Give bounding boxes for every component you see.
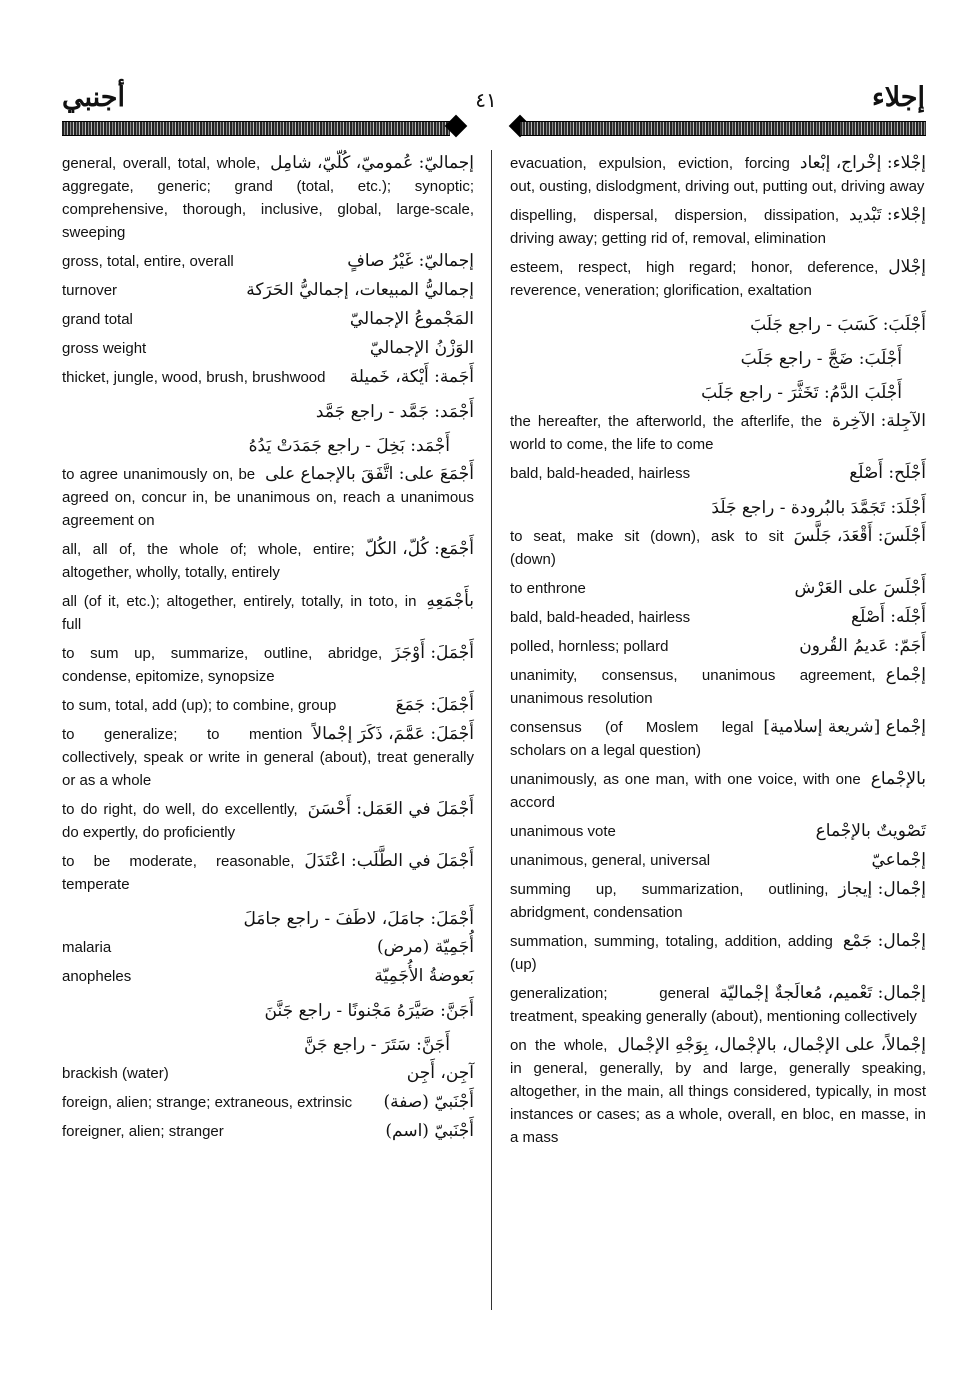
arabic-headword: أَجْمَع: كُلّ، الكُلّ [364,539,474,559]
english-definition: unanimous vote [510,823,616,840]
arabic-headword: بالإجْماع [870,769,926,789]
dictionary-entry [62,152,474,244]
english-definition: to be moderate, reasonable, temperate [62,853,295,893]
english-definition: to do right, do well, do excellently, do expertly, do proficiently [62,801,298,841]
english-definition: bald, bald-headed, hairless [510,465,691,482]
dictionary-entry [62,590,474,636]
dictionary-entry [510,606,926,629]
dictionary-entry [510,878,926,924]
arabic-headword: إجْماع [885,665,926,685]
dictionary-entry [62,965,474,988]
arabic-headword: إجْلال [888,257,926,277]
arabic-headword: إجماليُّ المبيعات، إجماليُّ الحَرَكة [246,280,474,300]
dictionary-entry [62,1120,474,1143]
english-definition: evacuation, expulsion, eviction, forcing out, ousting, dislodgment, driving out, putting out, driving away [510,155,925,195]
dictionary-entry [510,930,926,976]
dictionary-entry [62,463,474,532]
arabic-headword: أَجْمَلَ في الطَّلَب: اعْتَدَلَ [304,851,474,871]
arabic-headword: الوَزْنُ الإجماليّ [369,338,474,358]
english-definition: anopheles [62,968,132,985]
arabic-cross-reference: أَجْمَد: جَمَّد - راجع جَمَّد [315,402,474,422]
arabic-headword: بأَجْمَعِهِ [426,591,474,611]
english-definition: gross weight [62,340,147,357]
english-definition: turnover [62,282,118,299]
dictionary-entry [510,204,926,250]
right-column [510,152,926,1155]
arabic-headword: إجْلاء: إخْراج، إبْعاد [799,153,926,173]
arabic-cross-reference: أَجْمَلَ: جامَلَ، لاطَفَ - راجع جامَلَ [243,909,474,929]
arabic-headword: أَجْلَح: أَصْلَع [849,463,926,483]
dictionary-entry [510,635,926,658]
arabic-headword: المَجْموعُ الإجماليّ [349,309,474,329]
dictionary-entry [62,1062,474,1085]
dictionary-entry [510,768,926,814]
english-definition: dispelling, dispersal, dispersion, dissipation, driving away; getting rid of, removal, elimination [510,207,840,247]
dictionary-entry [510,152,926,198]
english-definition: thicket, jungle, wood, brush, brushwood [62,369,326,386]
english-definition: polled, hornless; pollard [510,638,669,655]
arabic-headword: أَجْمَلَ: جَمَعَ [395,695,474,715]
left-column [62,152,474,1149]
english-definition: unanimity, consensus, unanimous agreement, unanimous resolution [510,667,876,707]
english-definition: generalization; general treatment, speaking generally (about), mentioning collectively [510,985,917,1025]
dictionary-entry [510,664,926,710]
english-definition: to generalize; to mention collectively, speak or write in general (about), treat generally or as a whole [62,726,474,789]
english-definition: all (of it, etc.); altogether, entirely, totally, in toto, in full [62,593,417,633]
english-definition: malaria [62,939,112,956]
english-definition: general, overall, total, whole, aggregate, generic; grand (total, etc.); synoptic; comprehensive, thorough, inclusive, global, large-scale, sweeping [62,155,474,241]
arabic-headword: إجْمال: إيجاز [838,879,926,899]
arabic-headword: إجماليّ: عُموميّ، كُلّيّ، شامِل [270,153,474,173]
arabic-headword: إجْماعيّ [871,850,926,870]
arabic-headword: أَجْلَسَ على العَرْش [794,578,926,598]
english-definition: brackish (water) [62,1065,169,1082]
arabic-headword: أُجَمِيّة (مرض) [376,937,474,957]
english-definition: all, all of, the whole of; whole, entire; altogether, wholly, totally, entirely [62,541,355,581]
dictionary-entry [62,538,474,584]
english-definition: to seat, make sit (down), ask to sit (down) [510,528,784,568]
arabic-headword: إجْمال: جَمْع [842,931,926,951]
english-definition: foreigner, alien; stranger [62,1123,224,1140]
page-number: ٤١ [475,88,497,112]
arabic-headword: أَجْمَلَ: أَوْجَزَ [392,643,474,663]
dictionary-entry [62,366,474,389]
dictionary-entry [62,798,474,844]
dictionary-entry [510,982,926,1028]
arabic-headword: إجْماع [شريعة إسلامية] [763,717,926,737]
english-definition: grand total [62,311,133,328]
arabic-headword: تَصْويتٌ بالإجْماع [815,821,926,841]
arabic-headword: أَجْمَلَ: عَمَّمَ، ذَكَرَ إجْمالاً [312,724,474,744]
dictionary-entry [510,462,926,485]
dictionary-entry [62,337,474,360]
arabic-headword: آجِن، أَجِن [406,1063,474,1083]
dictionary-entry [510,577,926,600]
arabic-headword: أَجَمّ: عَديمُ القُرون [799,636,926,656]
dictionary-entry [62,936,474,959]
english-definition: the hereafter, the afterworld, the afterlife, the world to come, the life to come [510,413,822,453]
english-definition: summing up, summarization, outlining, abridgment, condensation [510,881,829,921]
header-ornament-left [62,121,450,136]
arabic-headword: أَجْلَسَ: أَقْعَدَ، جَلَّسَ [793,526,926,546]
english-definition: unanimous, general, universal [510,852,711,869]
dictionary-entry [62,694,474,717]
arabic-headword: بَعوضةُ الأُجَمِيّة [374,966,474,986]
arabic-cross-reference: أَجْلَبَ الدَّمُ: تَخَثَّرَ - راجع جَلَبَ [701,383,902,403]
dictionary-entry [62,1091,474,1114]
english-definition: unanimously, as one man, with one voice, with one accord [510,771,861,811]
arabic-headword: إجْمال: تَعْميم، مُعالَجةٌ إجْماليّة [719,983,926,1003]
arabic-cross-reference: أَجْلَدَ: تَجَمَّدَ بالبُرودة - راجع جَلَدَ [711,498,926,518]
dictionary-entry [510,1034,926,1149]
dictionary-entry [62,250,474,273]
english-definition: to agree unanimously on, be agreed on, concur in, be unanimous on, reach a unanimous agreement on [62,466,474,529]
arabic-headword: أَجْمَعَ على: اتَّفَقَ بالإجماع على [265,464,474,484]
english-definition: to enthrone [510,580,586,597]
column-divider [491,150,492,1310]
dictionary-entry [510,849,926,872]
arabic-headword: أَجْمَلَ في العَمَل: أَحْسَنَ [307,799,474,819]
dictionary-entry [510,716,926,762]
english-definition: summation, summing, totaling, addition, adding (up) [510,933,833,973]
dictionary-entry [62,850,474,896]
dictionary-entry [62,308,474,331]
arabic-headword: أَجْنَبيّ (اسم) [385,1121,474,1141]
arabic-headword: أَجَمة: أَيْكة، خَميلة [349,367,474,387]
english-definition: to sum, total, add (up); to combine, group [62,697,337,714]
dictionary-entry [62,723,474,792]
dictionary-entry [62,279,474,302]
arabic-headword: الآجِلة: الآخِرة [831,411,926,431]
english-definition: foreign, alien; strange; extraneous, extrinsic [62,1094,353,1111]
dictionary-entry [510,525,926,571]
dictionary-entry [62,642,474,688]
english-definition: on the whole, in general, generally, by and large, generally speaking, altogether, in the main, all things considered, typically, in most instances or cases; as a whole, overall, en bloc, en masse, in a mass [510,1037,926,1146]
english-definition: to sum up, summarize, outline, abridge, condense, epitomize, synopsize [62,645,383,685]
arabic-headword: أَجْنَبيّ (صفة) [383,1092,474,1112]
english-definition: consensus (of Moslem legal scholars on a legal question) [510,719,754,759]
arabic-headword: إجْلاء: تَبْديد [849,205,926,225]
arabic-headword: أَجْلَه: أَصْلَع [851,607,926,627]
arabic-cross-reference: أَجْلَبَ: ضَجَّ - راجع جَلَبَ [740,349,902,369]
arabic-cross-reference: أَجْمَد: بَخِلَ - راجع جَمَدَتْ يَدُهُ [248,436,450,456]
arabic-cross-reference: أَجَنَّ: صَيَّرَهُ مَجْنونًا - راجع جَنَّنَ [264,1001,474,1021]
dictionary-entry [510,820,926,843]
header-ornament-right [520,121,926,136]
dictionary-entry [510,256,926,302]
english-definition: bald, bald-headed, hairless [510,609,691,626]
header-guide-word-left: أجنبي [62,82,125,113]
arabic-headword: إجْمالاً، على الإجْمال، بالإجْمال، بِوَجْهِ الإجْمال [617,1035,926,1055]
dictionary-entry [510,410,926,456]
arabic-cross-reference: أَجْلَبَ: كَسَبَ - راجع جَلَبَ [750,315,926,335]
header-guide-word-right: إجلاء [872,82,925,113]
arabic-headword: إجماليّ: غَيْرُ صافٍ [347,251,474,271]
english-definition: esteem, respect, high regard; honor, deference, reverence, veneration; glorification, exaltation [510,259,879,299]
english-definition: gross, total, entire, overall [62,253,234,270]
arabic-cross-reference: أَجَنَّ: سَتَرَ - راجع جَنَّ [304,1035,450,1055]
